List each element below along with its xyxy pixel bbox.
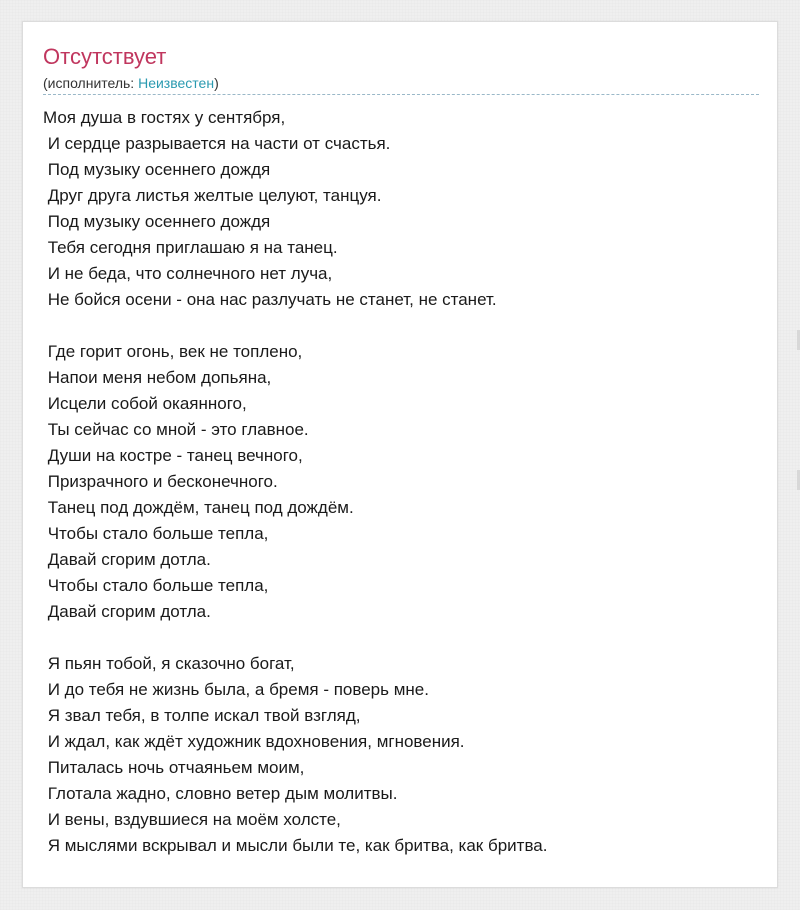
lyric-line: Призрачного и бесконечного. (43, 472, 278, 491)
lyric-line: Давай сгорим дотла. (43, 550, 211, 569)
song-header (43, 42, 759, 95)
lyric-line: Я звал тебя, в толпе искал твой взгляд, (43, 706, 361, 725)
lyric-line: И ждал, как ждёт художник вдохновения, мгновения. (43, 732, 465, 751)
lyric-line: И до тебя не жизнь была, а бремя - поверь мне. (43, 680, 429, 699)
lyric-line: Ты сейчас со мной - это главное. (43, 420, 309, 439)
lyric-line: Тебя сегодня приглашаю я на танец. (43, 238, 338, 257)
lyric-line: Под музыку осеннего дождя (43, 160, 271, 179)
song-title: Отсутствует (43, 44, 167, 69)
lyric-line: И сердце разрывается на части от счастья. (43, 134, 391, 153)
lyrics-text (43, 105, 759, 859)
artist-suffix: ) (214, 75, 219, 91)
artist-link[interactable]: Неизвестен (138, 75, 215, 91)
lyric-line: Чтобы стало больше тепла, (43, 576, 269, 595)
lyric-line: Я пьян тобой, я сказочно богат, (43, 654, 295, 673)
lyric-line: Танец под дождём, танец под дождём. (43, 498, 354, 517)
lyric-line: Чтобы стало больше тепла, (43, 524, 269, 543)
lyric-line: И вены, вздувшиеся на моём холсте, (43, 810, 341, 829)
lyric-line (43, 625, 759, 651)
lyric-line: Где горит огонь, век не топлено, (43, 342, 303, 361)
lyric-line: И не беда, что солнечного нет луча, (43, 264, 333, 283)
lyric-line: Души на костре - танец вечного, (43, 446, 303, 465)
lyric-line: Моя душа в гостях у сентября, (43, 108, 286, 127)
lyric-line: Давай сгорим дотла. (43, 602, 211, 621)
lyric-line: Питалась ночь отчаяньем моим, (43, 758, 305, 777)
lyrics-card (22, 21, 778, 888)
lyric-line: Друг друга листья желтые целуют, танцуя. (43, 186, 382, 205)
lyric-line (43, 313, 759, 339)
lyric-line: Напои меня небом допьяна, (43, 368, 272, 387)
lyric-line: Под музыку осеннего дождя (43, 212, 271, 231)
artist-prefix: (исполнитель: (43, 75, 139, 91)
lyric-line: Исцели собой окаянного, (43, 394, 247, 413)
lyric-line: Глотала жадно, словно ветер дым молитвы. (43, 784, 398, 803)
artist-line (43, 74, 219, 92)
lyric-line: Я мыслями вскрывал и мысли были те, как бритва, как бритва. (43, 836, 548, 855)
lyric-line: Не бойся осени - она нас разлучать не станет, не станет. (43, 290, 497, 309)
